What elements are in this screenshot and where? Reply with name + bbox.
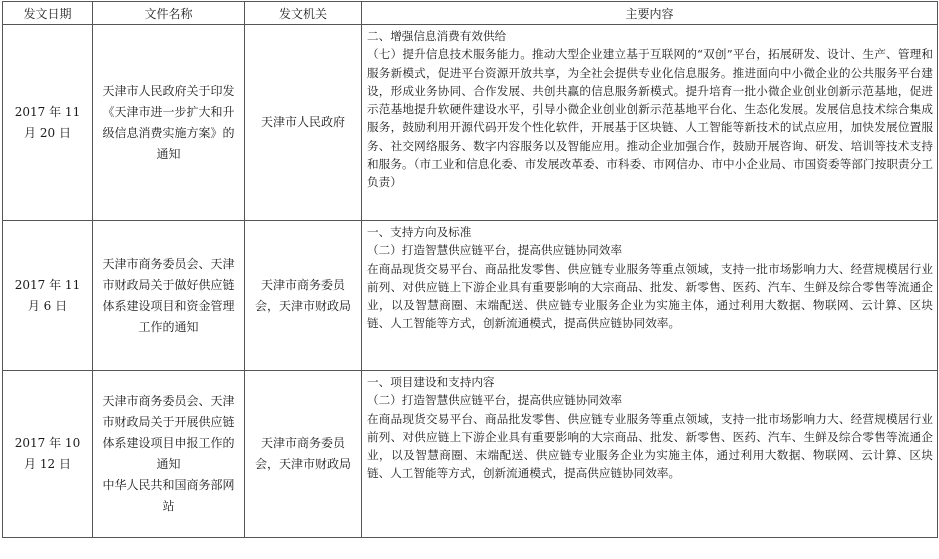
cell-date: 2017 年 11 月 20 日 [3,25,93,221]
content-heading: 一、支持方向及标准 [367,225,472,239]
content-subheading: （二）打造智慧供应链平台，提高供应链协同效率 [367,393,623,408]
cell-title: 天津市商务委员会、天津市财政局关于做好供应链体系建设项目和资金管理工作的通知 [93,221,245,371]
cell-content [362,371,938,538]
cell-agency: 天津市人民政府 [245,25,362,221]
cell-date: 2017 年 11 月 6 日 [3,221,93,371]
policy-table [2,1,938,538]
cell-agency: 天津市商务委员会，天津市财政局 [245,371,362,538]
title-text: 天津市商务委员会、天津市财政局关于开展供应链体系建设项目申报工作的通知 [102,394,235,471]
content-subheading: （二）打造智慧供应链平台，提高供应链协同效率 [367,243,623,258]
content-paragraph: 在商品现货交易平台、商品批发零售、供应链专业服务等重点领域，支持一批市场影响力大、经营规模居行业前列、对供应链上下游企业具有重要影响的大宗商品、批发、新零售、医药、汽车、生鲜及综合零售等流通企业，以及智慧商圈、末端配送、供应链专业服务企业为实施主体，通过利用大数据、物联网、云计算、区块链、人工智能等方式，创新流通模式，提高供应链协同效率。 [367,411,933,481]
table-row [3,221,938,371]
cell-title [93,371,245,538]
content-heading: 一、项目建设和支持内容 [367,375,495,389]
table-row [3,25,938,221]
cell-date: 2017 年 10 月 12 日 [3,371,93,538]
header-agency: 发文机关 [245,2,362,25]
cell-content [362,25,938,221]
table-row [3,371,938,538]
cell-agency: 天津市商务委员会，天津市财政局 [245,221,362,371]
header-row [3,2,938,25]
content-paragraph: （七）提升信息技术服务能力。推动大型企业建立基于互联网的“双创”平台，拓展研发、设计、生产、管理和服务新模式，促进平台资源开放共享，为全社会提供专业化信息服务。推进面向中小微企业的公共服务平台建设，形成业务协同、合作发展、共创共赢的信息服务新模式。提升培育一批小微企业创业创新示范基地，促进示范基地提升软硬件建设水平，引导小微企业创业创新示范基地平台化、生态化发展。发展信息技术综合集成服务，鼓励利用开源代码开发个性化软件，开展基于区块链、人工智能等新技术的试点应用，加快发展位置服务、社交网络服务、数字内容服务以及智能应用。推动企业加强合作，鼓励开展咨询、研发、培训等技术支持和服务。（市工业和信息化委、市发展改革委、市科委、市网信办、市中小企业局、市国资委等部门按职责分工负责） [367,47,933,190]
cell-title: 天津市人民政府关于印发《天津市进一步扩大和升级信息消费实施方案》的通知 [93,25,245,221]
header-title: 文件名称 [93,2,245,25]
header-date: 发文日期 [3,2,93,25]
content-heading: 二、增强信息消费有效供给 [367,29,507,43]
header-content: 主要内容 [362,2,938,25]
title-source: 中华人民共和国商务部网站 [102,478,235,513]
cell-content [362,221,938,371]
content-paragraph: 在商品现货交易平台、商品批发零售、供应链专业服务等重点领域，支持一批市场影响力大、经营规模居行业前列、对供应链上下游企业具有重要影响的大宗商品、批发、新零售、医药、汽车、生鲜及综合零售等流通企业，以及智慧商圈、末端配送、供应链专业服务企业为实施主体，通过利用大数据、物联网、云计算、区块链、人工智能等方式，创新流通模式，提高供应链协同效率。 [367,261,933,331]
